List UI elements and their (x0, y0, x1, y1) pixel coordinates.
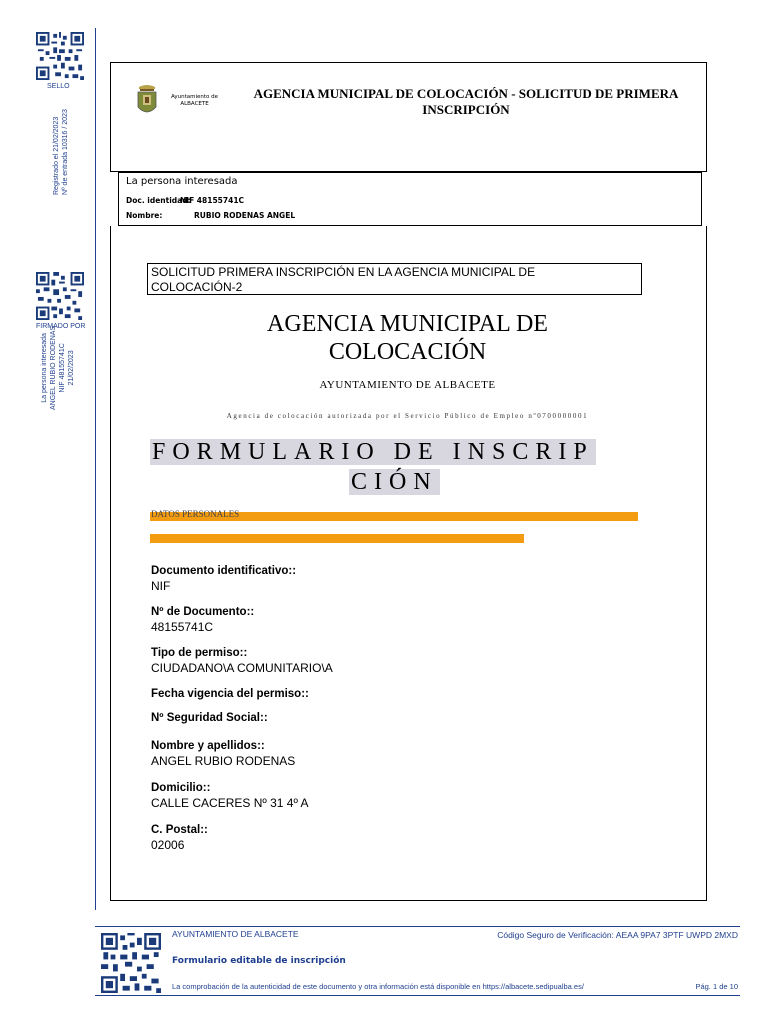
left-margin-line (95, 28, 96, 910)
field-label: Nombre y apellidos:: (151, 740, 265, 752)
field-row (151, 740, 651, 782)
field-value: 48155741C (151, 620, 214, 634)
field-label: Fecha vigencia del permiso:: (151, 688, 309, 700)
field-label: Tipo de permiso:: (151, 647, 248, 659)
field-value: CIUDADANO\A COMUNITARIO\A (151, 661, 333, 675)
qr-code-icon (36, 272, 84, 320)
ayuntamiento-text: AYUNTAMIENTO DE ALBACETE (319, 379, 496, 391)
field-label: Nº Seguridad Social:: (151, 712, 268, 724)
header-title: AGENCIA MUNICIPAL DE COLOCACIÓN - SOLICITUD DE PRIMERA INSCRIPCIÓN (253, 86, 679, 117)
nombre-row: Nombre: (126, 211, 163, 220)
footer-page-number: Pág. 1 de 10 (695, 982, 738, 991)
field-value: CALLE CACERES Nº 31 4º A (151, 796, 309, 810)
header-box (110, 62, 707, 172)
form-title: FORMULARIO DE INSCRIP CIÓN (152, 439, 594, 495)
coat-of-arms-icon (135, 83, 159, 119)
footer-csv: Código Seguro de Verificación: AEAA 9PA7 3PTF UWPD 2MXD (497, 930, 738, 940)
field-value: ANGEL RUBIO RODENAS (151, 754, 296, 768)
datos-personales-bar: DATOS PERSONALES (150, 512, 638, 521)
nombre-value: RUBIO RODENAS ANGEL (194, 211, 296, 220)
interesada-box (118, 172, 702, 226)
interesada-heading: La persona interesada (126, 176, 238, 187)
footer-org: AYUNTAMIENTO DE ALBACETE (172, 929, 299, 939)
doc-identidad-row: Doc. identidad: (126, 196, 191, 205)
sello-label: SELLO (47, 83, 70, 90)
registro-text: Registrado el 21/02/2023 Nº de entrada 10316 / 2023 (53, 109, 69, 195)
field-row (151, 824, 651, 866)
org-name: Ayuntamiento de ALBACETE (171, 94, 219, 107)
firma-text: La persona interesada ANGEL RUBIO RODENAS NIF 48155741C 21/02/2023 (41, 325, 75, 410)
field-label: C. Postal:: (151, 824, 208, 836)
field-row (151, 647, 651, 688)
footer-divider (95, 926, 740, 927)
footer-verify-link[interactable]: La comprobación de la autenticidad de este documento y otra información está disponible en https://albacete.sedipualba.es/ (172, 982, 584, 991)
doc-identidad-value: NIF 48155741C (180, 196, 245, 205)
autorizada-text: Agencia de colocación autorizada por el Servicio Público de Empleo nº0700000001 (226, 412, 589, 420)
field-label: Domicilio:: (151, 782, 211, 794)
field-label: Nº de Documento:: (151, 606, 255, 618)
footer-doc-name: Formulario editable de inscripción (172, 956, 346, 966)
field-row (151, 688, 651, 712)
qr-code-icon (36, 32, 84, 80)
footer-divider-bottom (95, 995, 740, 996)
firmado-label: FIRMADO POR (36, 323, 86, 330)
solicitud-box: SOLICITUD PRIMERA INSCRIPCIÓN EN LA AGENCIA MUNICIPAL DE COLOCACIÓN-2 (147, 263, 642, 295)
field-value: 02006 (151, 838, 185, 852)
qr-code-icon (101, 933, 161, 993)
field-label: Documento identificativo:: (151, 565, 297, 577)
field-row (151, 782, 651, 824)
field-row (151, 712, 651, 740)
field-value: NIF (151, 579, 171, 593)
field-row (151, 606, 651, 647)
agency-title: AGENCIA MUNICIPAL DE COLOCACIÓN (267, 311, 548, 365)
field-row (151, 565, 651, 606)
fields-list (151, 565, 651, 866)
datos-personales-underline (150, 534, 524, 543)
